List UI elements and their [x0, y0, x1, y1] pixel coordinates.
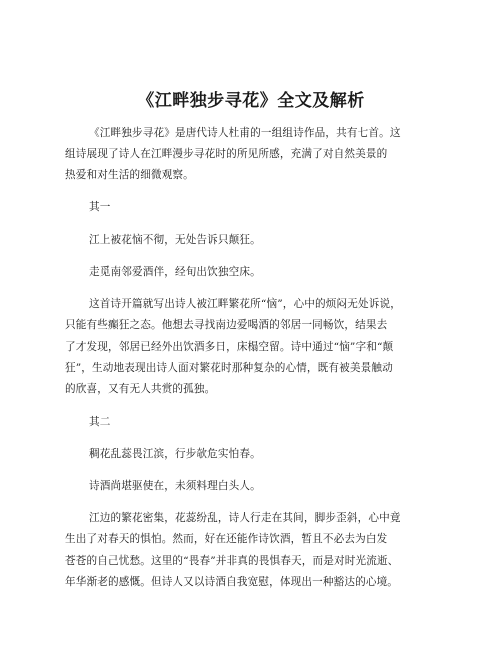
intro-line: 组诗展现了诗人在江畔漫步寻花时的所见所感，充满了对自然美景的	[65, 148, 388, 160]
analysis-line: 年华渐老的感慨。但诗人又以诗酒自我宽慰，体现出一种豁达的心境。	[65, 576, 399, 588]
section-heading: 其二	[89, 416, 111, 428]
analysis-line: 苍苍的自己忧愁。这里的“畏春”并非真的畏惧春天，而是对时光流逝、	[65, 555, 399, 567]
analysis-line: 江边的繁花密集，花蕊纷乱，诗人行走在其间，脚步歪斜，心中竟	[89, 512, 401, 524]
analysis-line: 只能有些癫狂之态。他想去寻找南边爱喝酒的邻居一同畅饮，结果去	[65, 319, 388, 331]
analysis-line: 的欣喜，又有无人共赏的孤独。	[65, 383, 216, 395]
analysis-line: 生出了对春天的惧怕。然而，好在还能作诗饮酒，暂且不必去为白发	[65, 533, 388, 545]
poem-line: 诗酒尚堪驱使在，未须料理白头人。	[89, 480, 261, 492]
analysis-line: 这首诗开篇就写出诗人被江畔繁花所“恼”，心中的烦闷无处诉说，	[89, 298, 401, 310]
section-heading: 其一	[89, 201, 111, 213]
poem-line: 江上被花恼不彻，无处告诉只颠狂。	[89, 234, 261, 246]
intro-line: 热爱和对生活的细微观察。	[65, 169, 194, 181]
poem-line: 稠花乱蕊畏江滨，行步欹危实怕春。	[89, 448, 261, 460]
poem-line: 走觅南邻爱酒伴，经旬出饮独空床。	[89, 266, 261, 278]
intro-line: 《江畔独步寻花》是唐代诗人杜甫的一组组诗作品，共有七首。这	[89, 127, 401, 139]
document-title: 《江畔独步寻花》全文及解析	[137, 91, 365, 111]
analysis-line: 狂”，生动地表现出诗人面对繁花时那种复杂的心情，既有被美景触动	[65, 362, 393, 374]
analysis-line: 了才发现，邻居已经外出饮酒多日，床榻空留。诗中通过“恼”字和“颠	[65, 341, 394, 353]
